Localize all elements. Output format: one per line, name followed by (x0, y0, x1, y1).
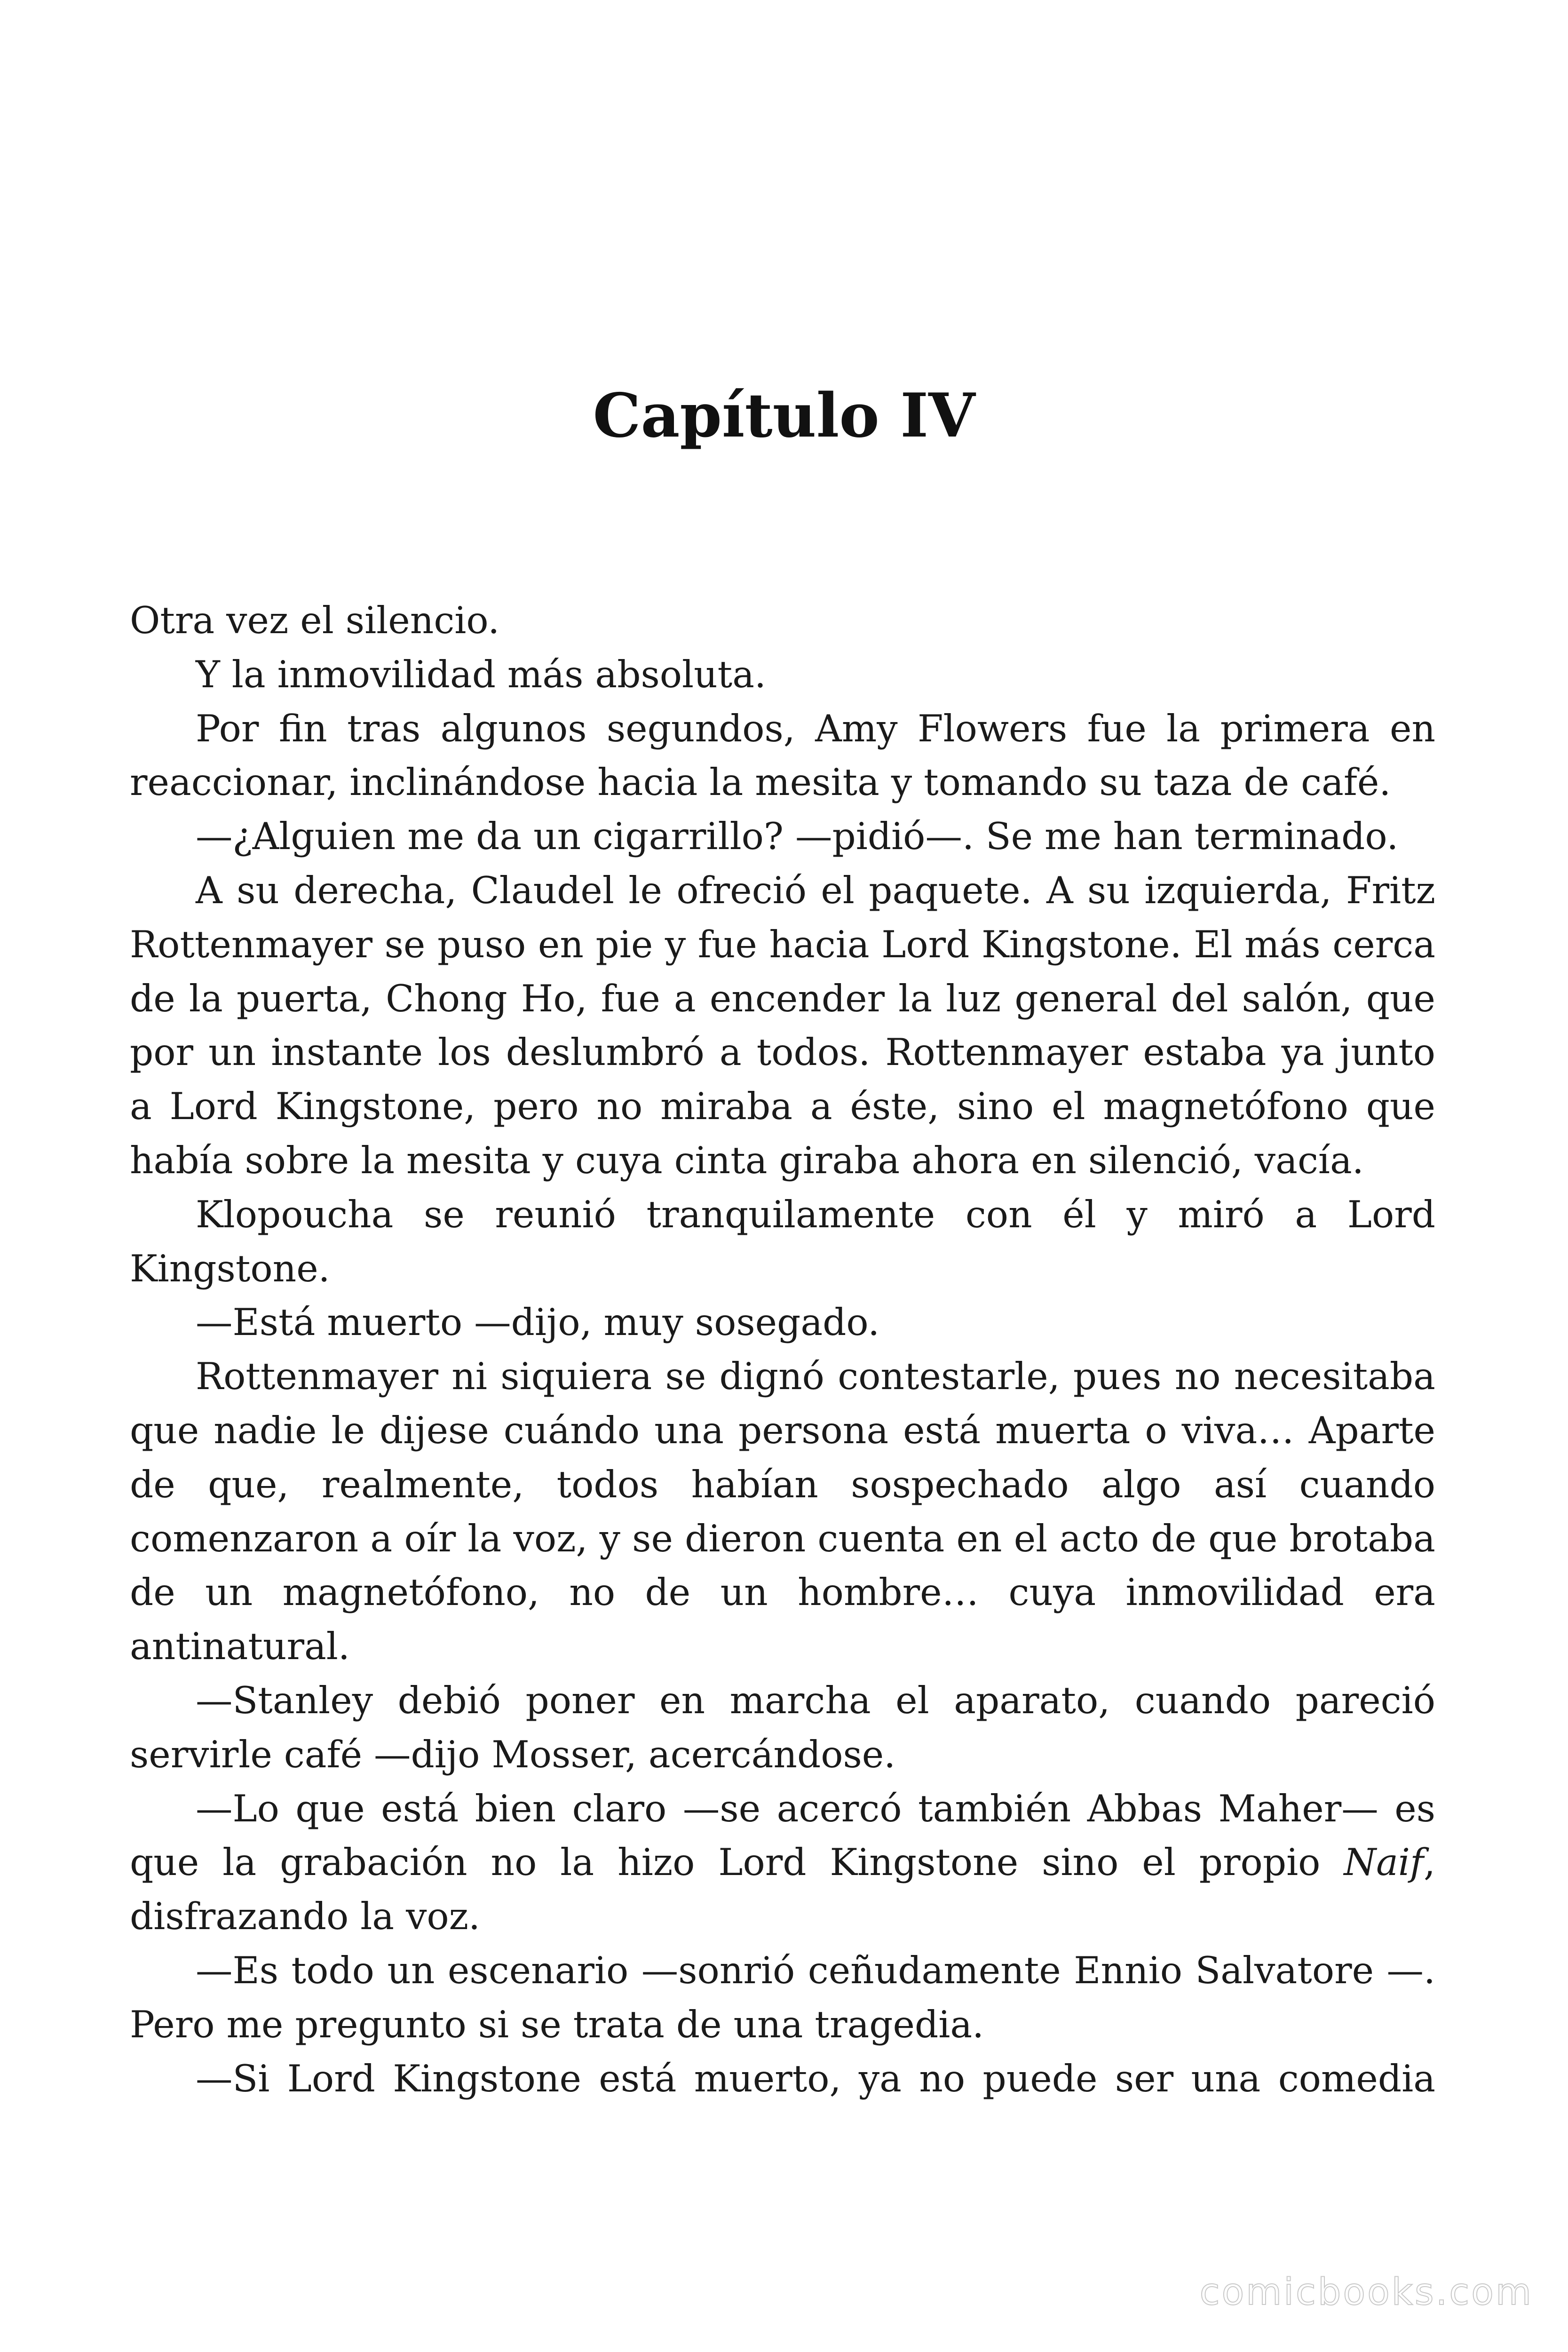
paragraph-naif (130, 1782, 1435, 1944)
paragraph: Por fin tras algunos segundos, Amy Flowers fue la primera en reaccionar, inclinándose hacia la mesita y tomando su taza de café. (130, 707, 1435, 804)
italic-word: Naif (1344, 1841, 1424, 1884)
paragraph: Y la inmovilidad más absoluta. (196, 652, 766, 696)
paragraph: Rottenmayer ni siquiera se dignó contestarle, pues no necesitaba que nadie le dijese cuándo una persona está muerta o viva… Aparte de que, realmente, todos habían sospechado algo así cuando comenzaron a oír la voz, y se dieron cuenta en el acto de que brotaba de un magnetófono, no de un hombre… cuya inmovilidad era antinatural. (130, 1355, 1435, 1669)
paragraph: —Stanley debió poner en marcha el aparato, cuando pareció servirle café —dijo Mosser, acercándose. (130, 1678, 1435, 1776)
watermark: comicbooks.com (1199, 2271, 1533, 2313)
paragraph: Klopoucha se reunió tranquilamente con él y miró a Lord Kingstone. (130, 1192, 1435, 1290)
paragraph: —Es todo un escenario —sonrió ceñudamente Ennio Salvatore —. Pero me pregunto si se trata de una tragedia. (130, 1948, 1435, 2046)
paragraph-text: , disfrazando la voz. (130, 1841, 1435, 1939)
paragraph: A su derecha, Claudel le ofreció el paquete. A su izquierda, Fritz Rottenmayer se puso en pie y fue hacia Lord Kingstone. El más cerca de la puerta, Chong Ho, fue a encender la luz general del salón, que por un instante los deslumbró a todos. Rottenmayer estaba ya junto a Lord Kingstone, pero no miraba a éste, sino el magnetófono que había sobre la mesita y cuya cinta giraba ahora en silenció, vacía. (130, 868, 1435, 1182)
paragraph: —¿Alguien me da un cigarrillo? —pidió—. Se me han terminado. (196, 815, 1399, 858)
paragraph: —Está muerto —dijo, muy sosegado. (196, 1301, 880, 1344)
paragraph: Otra vez el silencio. (130, 599, 500, 642)
chapter-title: Capítulo IV (593, 381, 975, 451)
chapter-text (130, 594, 1435, 2106)
paragraph-text: —Lo que está bien claro —se acercó también Abbas Maher— es que la grabación no la hizo Lord Kingstone sino el propio (130, 1787, 1435, 1884)
paragraph: —Si Lord Kingstone está muerto, ya no puede ser una comedia (196, 2057, 1435, 2100)
